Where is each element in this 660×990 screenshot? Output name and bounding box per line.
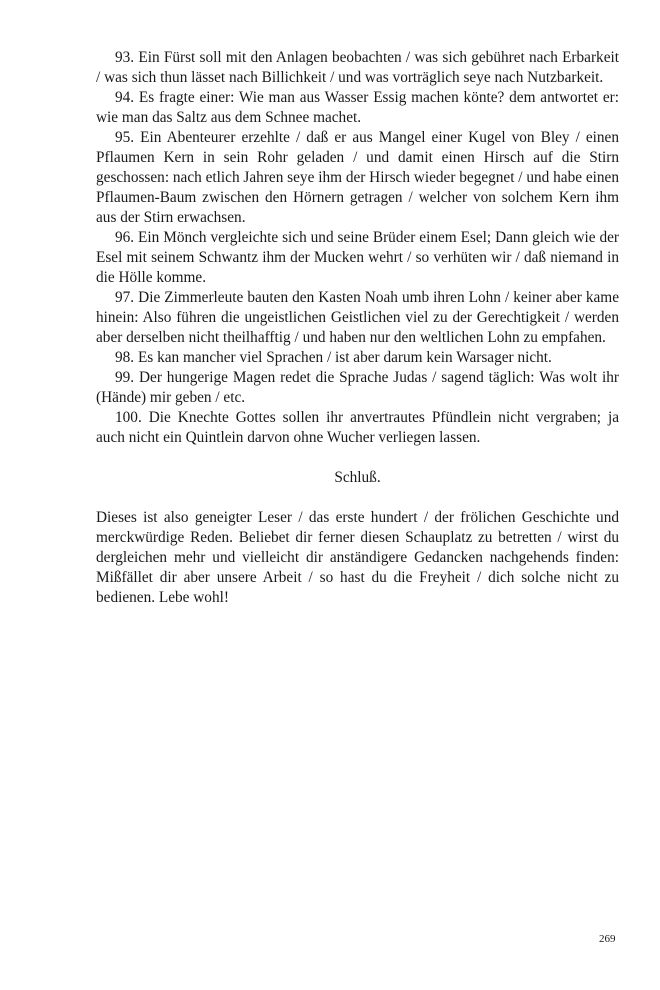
paragraph-95: 95. Ein Abenteurer erzehlte / daß er aus Mangel einer Kugel von Bley / einen Pflaumen Kern in sein Rohr geladen / und damit einen Hirsch auf die Stirn geschossen: nach etlich Jahren seye ihm der Hirsch wieder begegnet / und habe einen Pflaumen-Baum zwischen den Hörnern getragen / welcher von solchem Kern ihm aus der Stirn erwachsen. <box>96 129 619 226</box>
page-body <box>96 48 619 608</box>
section-heading: Schluß. <box>334 469 381 486</box>
paragraph-97: 97. Die Zimmerleute bauten den Kasten Noah umb ihren Lohn / keiner aber kame hinein: Also führen die ungeistlichen Geistlichen viel zu der Gerechtigkeit / werden aber derselben nicht theilhafftig / und haben nur den weltlichen Lohn zu empfahen. <box>96 289 619 346</box>
page-number: 269 <box>599 933 616 945</box>
closing-paragraph: Dieses ist also geneigter Leser / das erste hundert / der frölichen Geschichte und merckwürdige Reden. Beliebet dir ferner diesen Schauplatz zu betretten / wirst du dergleichen mehr und vielleicht dir anständigere Gedancken nachgehends finden: Mißfället dir aber unsere Arbeit / so hast du die Freyheit / dich solche nicht zu bedienen. Lebe wohl! <box>96 509 619 606</box>
paragraph-94: 94. Es fragte einer: Wie man aus Wasser Essig machen könte? dem antwortet er: wie man das Saltz aus dem Schnee machet. <box>96 89 619 126</box>
paragraph-93: 93. Ein Fürst soll mit den Anlagen beobachten / was sich gebühret nach Erbarkeit / was sich thun lässet nach Billichkeit / und was vorträglich seye nach Nutzbarkeit. <box>96 49 619 86</box>
paragraph-99: 99. Der hungerige Magen redet die Sprache Judas / sagend täglich: Was wolt ihr (Hände) mir geben / etc. <box>96 369 619 406</box>
paragraph-100: 100. Die Knechte Gottes sollen ihr anvertrautes Pfündlein nicht vergraben; ja auch nicht ein Quintlein darvon ohne Wucher verliegen lassen. <box>96 409 619 446</box>
paragraph-96: 96. Ein Mönch vergleichte sich und seine Brüder einem Esel; Dann gleich wie der Esel mit seinem Schwantz ihm der Mucken wehrt / so verhüten wir / daß niemand in die Hölle komme. <box>96 229 619 286</box>
paragraph-98: 98. Es kan mancher viel Sprachen / ist aber darum kein Warsager nicht. <box>115 349 552 366</box>
